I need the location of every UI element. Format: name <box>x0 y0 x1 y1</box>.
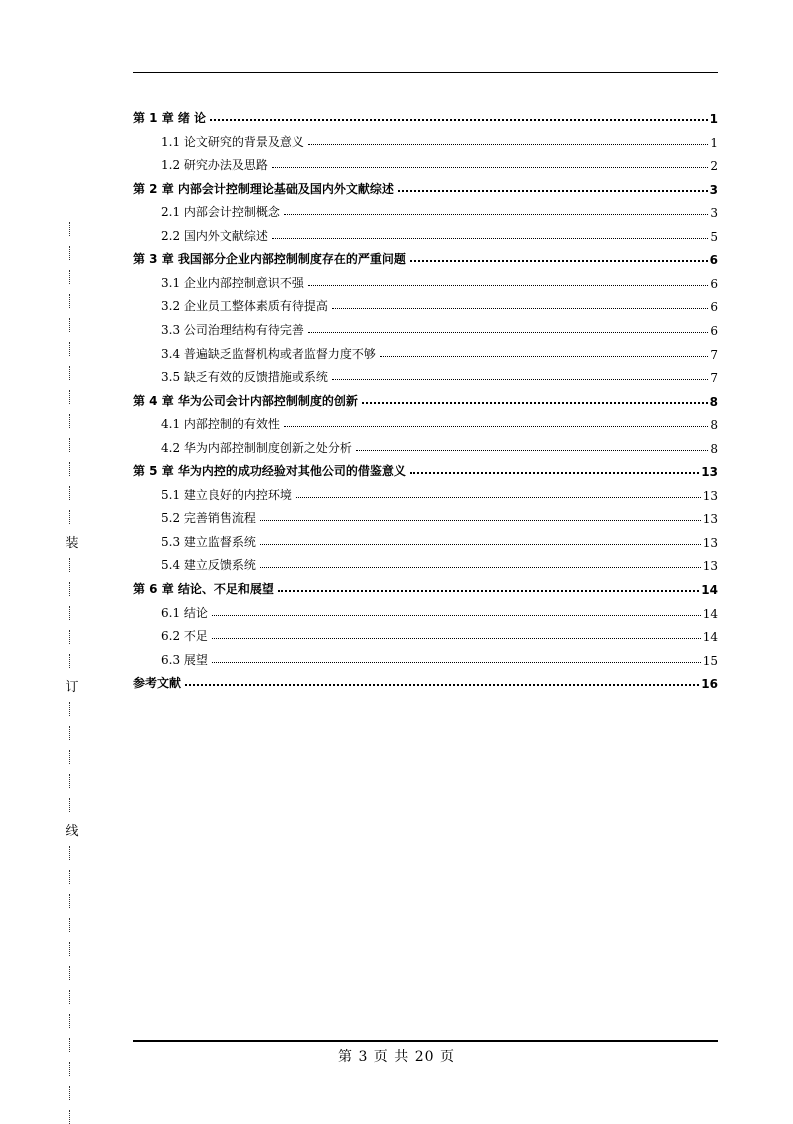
toc-dot-leader <box>362 387 708 409</box>
toc-page-number: 1 <box>709 112 718 126</box>
toc-entry-title: 第 5 章 华为内控的成功经验对其他公司的借鉴意义 <box>133 464 406 479</box>
toc-page-number: 13 <box>701 465 718 480</box>
toc-dot-leader <box>210 104 708 126</box>
toc-entry-title: 3.2 企业员工整体素质有待提高 <box>161 299 328 314</box>
toc-dot-leader <box>272 222 708 244</box>
toc-entry-title: 5.3 建立监督系统 <box>161 534 256 549</box>
toc-section-entry[interactable] <box>133 363 718 385</box>
toc-page-number: 8 <box>710 441 718 456</box>
binding-dash <box>69 726 70 740</box>
binding-dash <box>69 318 70 332</box>
toc-page-number: 13 <box>702 488 718 503</box>
binding-dash <box>69 702 70 716</box>
toc-section-entry[interactable] <box>133 316 718 338</box>
toc-page-number: 14 <box>701 583 718 597</box>
toc-dot-leader <box>356 434 708 456</box>
binding-dash <box>69 486 70 500</box>
binding-dash <box>69 654 70 668</box>
toc-entry-title: 参考文献 <box>133 676 182 691</box>
toc-chapter-entry[interactable] <box>133 104 718 126</box>
toc-section-entry[interactable] <box>133 269 718 291</box>
binding-char: 订 <box>65 680 79 695</box>
binding-dash <box>69 294 70 308</box>
toc-entry-title: 5.2 完善销售流程 <box>161 511 256 526</box>
toc-dot-leader <box>284 410 708 432</box>
binding-dash <box>69 366 70 380</box>
toc-dot-leader <box>272 151 708 173</box>
toc-entry-title: 5.4 建立反馈系统 <box>161 558 256 573</box>
binding-dash <box>69 1086 70 1100</box>
toc-entry-title: 2.2 国内外文献综述 <box>161 228 268 243</box>
toc-dot-leader <box>212 599 701 621</box>
binding-dash <box>69 870 70 884</box>
binding-dash <box>69 606 70 620</box>
toc-chapter-entry[interactable] <box>133 175 718 197</box>
toc-page-number: 14 <box>702 606 718 621</box>
toc-dot-leader <box>212 646 701 668</box>
toc-dot-leader <box>212 622 701 644</box>
toc-page-number: 2 <box>710 159 718 174</box>
toc-dot-leader <box>260 528 701 550</box>
toc-page-number: 3 <box>709 182 718 197</box>
toc-section-entry[interactable] <box>133 340 718 362</box>
binding-dash <box>69 390 70 404</box>
toc-entry-title: 3.5 缺乏有效的反馈措施或系统 <box>161 370 328 385</box>
binding-dash <box>69 558 70 572</box>
toc-page-number: 13 <box>702 535 718 550</box>
toc-dot-leader <box>260 504 701 526</box>
binding-dash <box>69 414 70 428</box>
toc-entry-title: 3.1 企业内部控制意识不强 <box>161 275 304 290</box>
binding-dash <box>69 462 70 476</box>
toc-page-number: 13 <box>702 559 718 574</box>
binding-dash <box>69 246 70 260</box>
toc-section-entry[interactable] <box>133 481 718 503</box>
toc-dot-leader <box>308 269 708 291</box>
binding-dash <box>69 990 70 1004</box>
toc-dot-leader <box>278 575 699 597</box>
toc-entry-title: 第 2 章 内部会计控制理论基础及国内外文献综述 <box>133 181 394 196</box>
toc-entry-title: 第 3 章 我国部分企业内部控制制度存在的严重问题 <box>133 252 406 267</box>
toc-dot-leader <box>410 245 708 267</box>
toc-dot-leader <box>410 457 699 479</box>
toc-entry-title: 5.1 建立良好的内控环境 <box>161 487 292 502</box>
toc-section-entry[interactable] <box>133 434 718 456</box>
toc-page-number: 8 <box>709 394 718 409</box>
toc-chapter-entry[interactable] <box>133 575 718 597</box>
toc-entry-title: 1.1 论文研究的背景及意义 <box>161 134 304 149</box>
toc-entry-title: 6.3 展望 <box>161 652 208 667</box>
toc-page-number: 5 <box>710 229 718 244</box>
toc-entry-title: 第 1 章 绪 论 <box>133 111 207 125</box>
binding-dash <box>69 750 70 764</box>
binding-dash <box>69 1014 70 1028</box>
toc-page-number: 6 <box>710 300 718 315</box>
toc-page-number: 14 <box>702 630 718 645</box>
toc-page-number: 16 <box>701 677 718 692</box>
toc-section-entry[interactable] <box>133 198 718 220</box>
toc-dot-leader <box>380 340 708 362</box>
toc-dot-leader <box>296 481 701 503</box>
page-footer: 第 3 页 共 20 页 <box>338 1049 455 1065</box>
toc-section-entry[interactable] <box>133 292 718 314</box>
toc-entry-title: 6.2 不足 <box>161 629 208 644</box>
toc-entry-title: 3.3 公司治理结构有待完善 <box>161 322 304 337</box>
toc-dot-leader <box>185 669 699 691</box>
toc-section-entry[interactable] <box>133 128 718 150</box>
toc-section-entry[interactable] <box>133 551 718 573</box>
binding-dash <box>69 846 70 860</box>
toc-page-number: 7 <box>710 371 718 386</box>
toc-section-entry[interactable] <box>133 528 718 550</box>
toc-entry-title: 第 6 章 结论、不足和展望 <box>133 582 274 596</box>
header-rule <box>133 72 718 73</box>
binding-dash <box>69 510 70 524</box>
toc-dot-leader <box>308 316 708 338</box>
toc-page-number: 3 <box>710 206 718 221</box>
toc-entry-title: 4.2 华为内部控制制度创新之处分析 <box>161 440 352 455</box>
binding-dash <box>69 798 70 812</box>
toc-section-entry[interactable] <box>133 599 718 621</box>
toc-page-number: 6 <box>710 323 718 338</box>
binding-dash <box>69 582 70 596</box>
toc-dot-leader <box>398 175 708 197</box>
binding-dash <box>69 270 70 284</box>
binding-dash <box>69 342 70 356</box>
toc-section-entry[interactable] <box>133 622 718 644</box>
toc-dot-leader <box>308 128 708 150</box>
toc-page-number: 13 <box>702 512 718 527</box>
toc-page-number: 6 <box>709 253 718 268</box>
toc-entry-title: 第 4 章 华为公司会计内部控制制度的创新 <box>133 393 358 408</box>
binding-dash <box>69 630 70 644</box>
toc-section-entry[interactable] <box>133 504 718 526</box>
toc-entry-title: 3.4 普遍缺乏监督机构或者监督力度不够 <box>161 346 376 361</box>
toc-page-number: 7 <box>710 347 718 362</box>
binding-margin <box>64 222 78 1122</box>
toc-entry-title: 2.1 内部会计控制概念 <box>161 205 280 220</box>
binding-dash <box>69 966 70 980</box>
toc-chapter-entry[interactable] <box>133 669 718 691</box>
binding-dash <box>69 942 70 956</box>
binding-char: 装 <box>65 536 79 551</box>
binding-dash <box>69 894 70 908</box>
toc-dot-leader <box>332 292 708 314</box>
toc-entry-title: 1.2 研究办法及思路 <box>161 158 268 173</box>
toc-page-number: 15 <box>702 653 718 668</box>
toc-chapter-entry[interactable] <box>133 457 718 479</box>
toc-dot-leader <box>284 198 708 220</box>
toc-section-entry[interactable] <box>133 151 718 173</box>
toc-chapter-entry[interactable] <box>133 387 718 409</box>
footer-rule <box>133 1040 718 1042</box>
toc-dot-leader <box>260 551 701 573</box>
toc-entry-title: 6.1 结论 <box>161 605 208 620</box>
toc-page-number: 6 <box>710 276 718 291</box>
toc-section-entry[interactable] <box>133 646 718 668</box>
toc-section-entry[interactable] <box>133 410 718 432</box>
toc-dot-leader <box>332 363 708 385</box>
toc-page-number: 1 <box>710 135 718 150</box>
toc-section-entry[interactable] <box>133 222 718 244</box>
toc-chapter-entry[interactable] <box>133 245 718 267</box>
toc-entry-title: 4.1 内部控制的有效性 <box>161 417 280 432</box>
binding-dash <box>69 438 70 452</box>
binding-dash <box>69 774 70 788</box>
binding-dash <box>69 222 70 236</box>
binding-dash <box>69 918 70 932</box>
binding-char: 线 <box>65 824 79 839</box>
toc-page-number: 8 <box>710 418 718 433</box>
